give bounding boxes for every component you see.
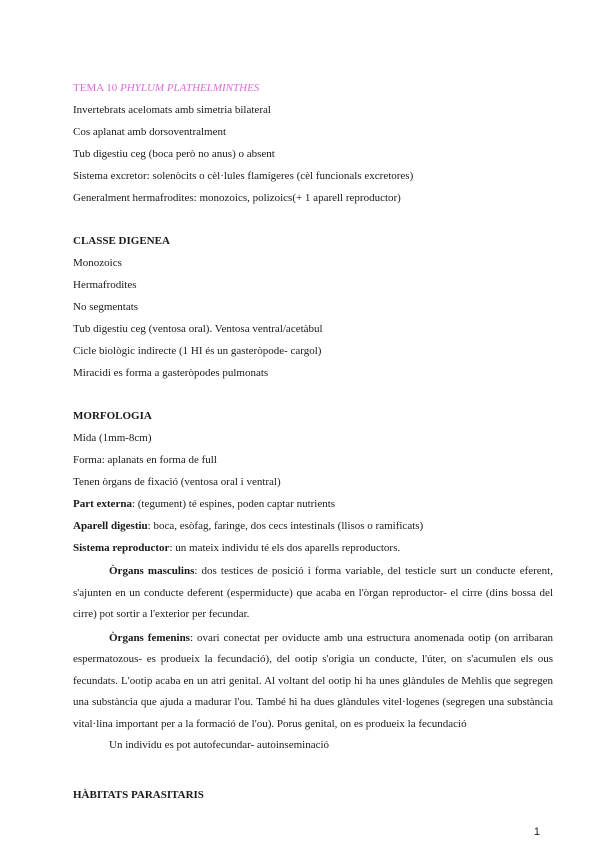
autofecundacio-text: Un individu es pot autofecundar- autoinseminació xyxy=(109,739,330,751)
tema-line: Generalment hermafrodites: monozoics, polizoics(+ 1 aparell reproductor) xyxy=(73,192,401,204)
aparell-digestiu-text: : boca, esòfag, faringe, dos cecs intestinals (llisos o ramificats) xyxy=(147,520,424,532)
habitats-heading: HÀBITATS PARASITARIS xyxy=(73,789,204,801)
digenea-line: Hermafrodites xyxy=(73,279,137,291)
tema-title-prefix: TEMA 10 xyxy=(73,82,118,94)
organs-femenins-text: : ovari conectat per oviducte amb una estructura anomenada ootip (on arribaran espermatozous- es produeix la fecundació), del ootip s'origia un conducte, l'úter, on s'acumulen els ous fecundats. L'ootip acaba en un atri genital. Al voltant del ootip hi ha unes glàndules de Mehlis que segregen una substància que ajuda a madurar l'ou. També hi ha dues glàndules vitel·logenes (segregen una substància vital·lina important per a la formació de l'ou). Porus genital, on es produeix la fecundació xyxy=(73,631,554,730)
mida-line: Mida (1mm-8cm) xyxy=(73,432,152,444)
section-classe-digenea xyxy=(73,230,553,384)
section-tema xyxy=(73,77,553,209)
autofecundacio-paragraph xyxy=(73,735,553,757)
sistema-reproductor-text: : un mateix individu té els dos aparells reproductors. xyxy=(169,542,401,554)
tema-title-phylum: PHYLUM PLATHELMINTHES xyxy=(120,82,260,94)
part-externa-text: : (tegument) té espines, poden captar nutrients xyxy=(131,498,336,510)
forma-text: : aplanats en forma de full xyxy=(101,454,217,466)
tema-title xyxy=(73,77,553,99)
digenea-line: Miracidi es forma a gasteròpodes pulmonats xyxy=(73,367,269,379)
tema-line: Invertebrats acelomats amb simetria bilateral xyxy=(73,104,271,116)
organs-masculins-label: Òrgans masculins xyxy=(109,565,195,577)
organs-femenins-label: Òrgans femenins xyxy=(109,631,190,644)
organs-masculins-text: : dos testices de posició i forma variable, del testicle surt un conducte eferent, s'ajunten en un conducte deferent (espermiducte) que acaba en l'òrgan reproductor- el cirre (dins bossa del cirre) pot sortir a l'exterior per fecundar. xyxy=(73,565,553,620)
part-externa-label: Part externa xyxy=(73,498,132,510)
aparell-digestiu-label: Aparell digestiu xyxy=(73,520,148,532)
morfologia-heading: MORFOLOGIA xyxy=(73,410,152,422)
digenea-line: Monozoics xyxy=(73,257,122,269)
forma-label: Forma xyxy=(73,454,102,466)
tema-line: Sistema excretor: solenòcits o cèl·lules flamígeres (cèl funcionals excretores) xyxy=(73,170,414,182)
aparell-digestiu-line xyxy=(73,515,553,537)
tema-line: Tub digestiu ceg (boca però no anus) o absent xyxy=(73,148,275,160)
section-morfologia xyxy=(73,405,553,757)
organs-fixacio-line: Tenen òrgans de fixació (ventosa oral i ventral) xyxy=(73,476,281,488)
sistema-reproductor-line xyxy=(73,537,553,559)
organs-femenins-paragraph xyxy=(73,628,553,736)
organs-masculins-paragraph xyxy=(73,561,553,626)
sistema-reproductor-label: Sistema reproductor xyxy=(73,542,170,554)
section-habitats xyxy=(73,784,553,806)
classe-digenea-heading: CLASSE DIGENEA xyxy=(73,235,170,247)
digenea-line: Cicle biològic indirecte (1 HI és un gasteròpode- cargol) xyxy=(73,345,322,357)
part-externa-line xyxy=(73,493,553,515)
forma-line xyxy=(73,449,553,471)
page-number: 1 xyxy=(533,826,540,838)
tema-line: Cos aplanat amb dorsoventralment xyxy=(73,126,227,138)
digenea-line: Tub digestiu ceg (ventosa oral). Ventosa ventral/acetàbul xyxy=(73,323,323,335)
digenea-line: No segmentats xyxy=(73,301,139,313)
